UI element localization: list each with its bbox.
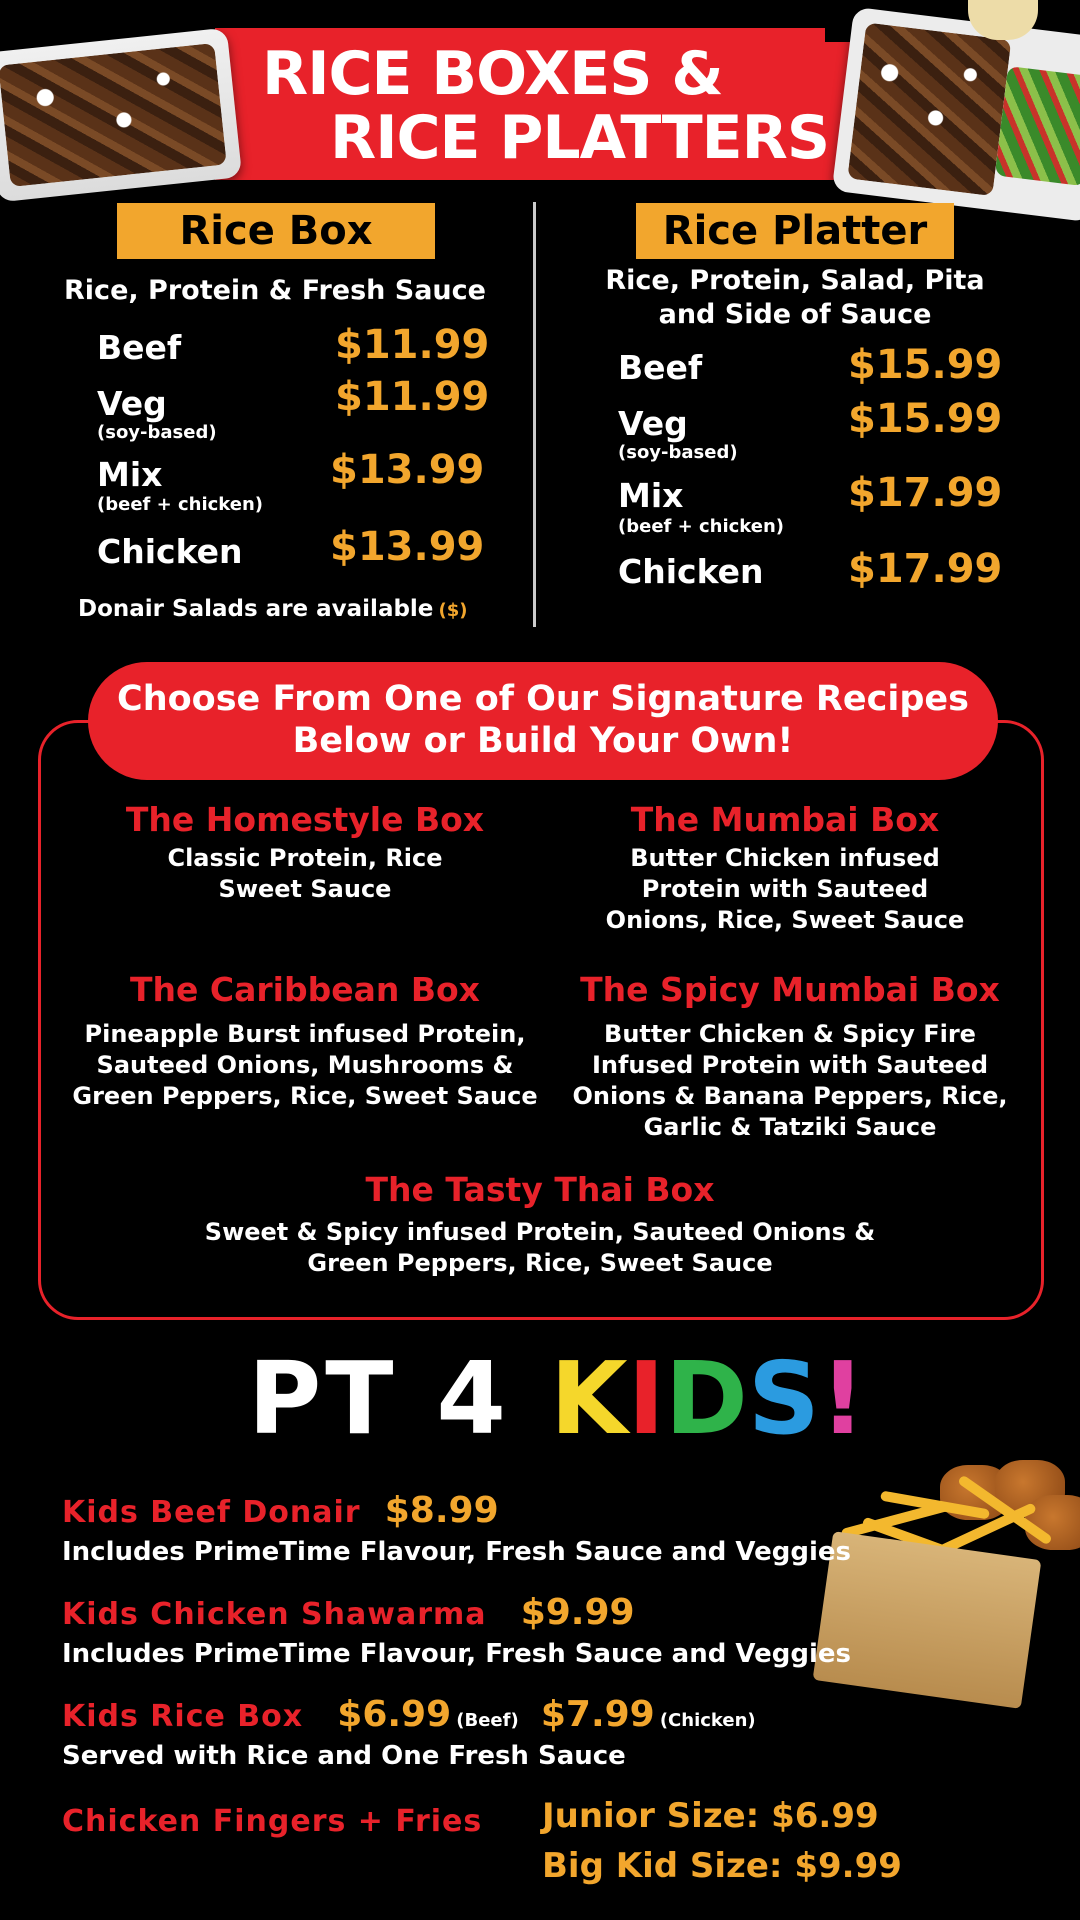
kids-rice-box-note-beef: (Beef) — [456, 1710, 519, 1731]
rice-platter-price-veg: $15.99 — [848, 396, 1003, 442]
kids-item-name: Kids Chicken Shawarma — [62, 1597, 487, 1632]
rice-platter-label: Rice Platter — [636, 203, 954, 259]
recipes-banner-line1: Choose From One of Our Signature Recipes — [117, 679, 969, 719]
kids-item-price: $9.99 — [520, 1592, 635, 1633]
recipe-title: The Tasty Thai Box — [365, 1170, 715, 1209]
rice-box-item-veg: Veg — [97, 384, 167, 423]
chicken-fingers-junior-price: Junior Size: $6.99 — [542, 1796, 879, 1836]
rice-box-item-veg-sub: (soy-based) — [97, 422, 217, 443]
recipe-spicy-mumbai — [555, 970, 1025, 1143]
rice-platter-item-mix-sub: (beef + chicken) — [618, 516, 785, 537]
kids-heading — [248, 1340, 865, 1457]
recipe-desc-line: Sweet Sauce — [218, 875, 392, 903]
rice-platter-item-beef: Beef — [618, 348, 703, 387]
chicken-fingers-big-kid-price: Big Kid Size: $9.99 — [542, 1846, 902, 1886]
rice-box-price-veg: $11.99 — [335, 374, 490, 420]
recipe-desc-line: Sauteed Onions, Mushrooms & — [96, 1051, 514, 1079]
page-title-line1: RICE BOXES & — [262, 39, 723, 109]
kids-letter-d: D — [664, 1340, 748, 1457]
recipe-desc-line: Garlic & Tatziki Sauce — [643, 1113, 937, 1141]
recipe-homestyle — [70, 800, 540, 905]
kids-rice-box — [62, 1694, 756, 1735]
kids-rice-box-price-chicken: $7.99 — [540, 1694, 655, 1735]
recipe-desc-line: Onions, Rice, Sweet Sauce — [605, 906, 965, 934]
rice-platter-item-chicken: Chicken — [618, 552, 764, 591]
rice-platter-price-chicken: $17.99 — [848, 546, 1003, 592]
kids-beef-donair-desc: Includes PrimeTime Flavour, Fresh Sauce and Veggies — [62, 1537, 851, 1567]
chicken-fingers-fries-name: Chicken Fingers + Fries — [62, 1804, 483, 1839]
rice-platter-item-veg-sub: (soy-based) — [618, 442, 738, 463]
rice-box-item-beef: Beef — [97, 328, 182, 367]
donair-salad-note-price: ($) — [438, 600, 468, 621]
recipe-title: The Mumbai Box — [630, 800, 940, 839]
rice-platter-price-mix: $17.99 — [848, 470, 1003, 516]
rice-platter-description-line1: Rice, Protein, Salad, Pita — [605, 265, 985, 296]
rice-platter-price-beef: $15.99 — [848, 342, 1003, 388]
kids-item-name: Kids Beef Donair — [62, 1495, 361, 1530]
recipe-desc-line: Protein with Sauteed — [641, 875, 929, 903]
recipe-desc-line: Onions & Banana Peppers, Rice, — [572, 1082, 1008, 1110]
rice-box-label: Rice Box — [117, 203, 435, 259]
recipe-desc-line: Pineapple Burst infused Protein, — [84, 1020, 526, 1048]
recipes-banner — [88, 662, 998, 780]
rice-platter-item-mix: Mix — [618, 476, 684, 515]
recipe-title: The Spicy Mumbai Box — [580, 970, 1000, 1009]
kids-letter-exclaim: ! — [819, 1340, 866, 1457]
rice-box-price-beef: $11.99 — [335, 322, 490, 368]
recipe-title: The Caribbean Box — [130, 970, 480, 1009]
kids-letter-s: S — [747, 1340, 820, 1457]
rice-box-item-mix-sub: (beef + chicken) — [97, 494, 264, 515]
kids-rice-box-note-chicken: (Chicken) — [659, 1710, 756, 1731]
rice-platter-item-veg: Veg — [618, 404, 688, 443]
recipes-banner-line2: Below or Build Your Own! — [292, 721, 794, 761]
kids-beef-donair — [62, 1490, 499, 1531]
recipe-title: The Homestyle Box — [125, 800, 485, 839]
rice-platter-photo — [832, 7, 1080, 222]
recipe-desc-line: Butter Chicken & Spicy Fire — [604, 1020, 976, 1048]
recipe-tasty-thai — [120, 1170, 960, 1279]
rice-box-price-mix: $13.99 — [330, 447, 485, 493]
column-divider — [533, 202, 536, 627]
rice-box-description: Rice, Protein & Fresh Sauce — [64, 275, 486, 306]
recipe-caribbean — [70, 970, 540, 1112]
rice-box-item-chicken: Chicken — [97, 532, 243, 571]
chicken-fingers-fries-photo — [820, 1455, 1080, 1700]
recipe-desc-line: Butter Chicken infused — [630, 844, 940, 872]
kids-chicken-shawarma-desc: Includes PrimeTime Flavour, Fresh Sauce and Veggies — [62, 1639, 851, 1669]
kids-rice-box-desc: Served with Rice and One Fresh Sauce — [62, 1741, 626, 1771]
recipe-desc-line: Infused Protein with Sauteed — [591, 1051, 989, 1079]
kids-chicken-shawarma — [62, 1592, 635, 1633]
recipe-desc-line: Green Peppers, Rice, Sweet Sauce — [307, 1249, 773, 1277]
kids-letter-i: I — [627, 1340, 665, 1457]
kids-item-price: $8.99 — [384, 1490, 499, 1531]
recipe-desc-line: Green Peppers, Rice, Sweet Sauce — [72, 1082, 538, 1110]
rice-platter-description-line2: and Side of Sauce — [658, 299, 932, 330]
kids-item-name: Kids Rice Box — [62, 1699, 304, 1734]
rice-box-item-mix: Mix — [97, 455, 163, 494]
rice-box-price-chicken: $13.99 — [330, 524, 485, 570]
rice-box-photo — [0, 28, 242, 203]
recipe-mumbai — [560, 800, 1010, 936]
donair-salad-note — [78, 596, 468, 622]
kids-heading-prefix: PT 4 — [248, 1340, 510, 1457]
donair-salad-note-text: Donair Salads are available — [78, 596, 434, 622]
kids-letter-k: K — [550, 1340, 628, 1457]
kids-rice-box-price-beef: $6.99 — [337, 1694, 452, 1735]
recipe-desc-line: Classic Protein, Rice — [167, 844, 443, 872]
page-title-line2: RICE PLATTERS — [330, 103, 830, 173]
recipe-desc-line: Sweet & Spicy infused Protein, Sauteed Onions & — [204, 1218, 876, 1246]
